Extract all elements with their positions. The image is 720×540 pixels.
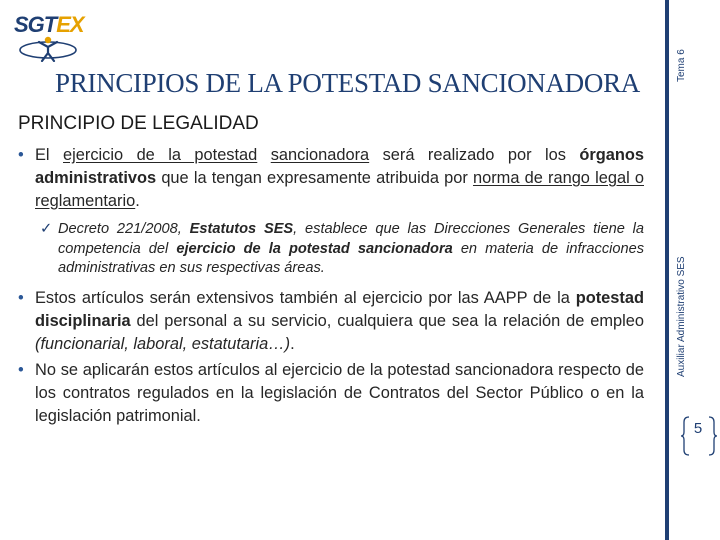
text-run: en materia de infracciones administrativas en sus respectivas áreas. bbox=[58, 240, 645, 276]
logo-text-ex: EX bbox=[56, 12, 84, 37]
text-run bbox=[257, 146, 270, 164]
logo-wordmark bbox=[14, 12, 86, 38]
checkmark-icon: ✓ bbox=[40, 221, 53, 237]
text-run: . bbox=[290, 334, 295, 353]
page-number: 5 bbox=[693, 420, 703, 437]
bullet-contratos bbox=[18, 359, 644, 428]
text-run: del personal a su servicio, cualquiera que sea la relación de empleo bbox=[130, 311, 644, 330]
text-run: que la tengan expresamente atribuida por bbox=[156, 169, 473, 187]
text-bold: potestad disciplinaria bbox=[35, 288, 644, 330]
text-bold: órganos administrativos bbox=[35, 146, 645, 187]
text-run: . bbox=[135, 192, 140, 210]
logo-figure-icon bbox=[18, 36, 78, 62]
sidebar-course-label: Auxiliar Administrativo SES bbox=[676, 256, 687, 377]
text-run: No se aplicarán estos artículos al ejercicio de la potestad sancionadora respecto de los contratos regulados en la legislación de Contratos del Sector Público o en la legislación patrimonial. bbox=[35, 360, 644, 425]
text-run: Estos artículos serán extensivos también al ejercicio por las AAPP de la bbox=[35, 288, 576, 307]
slide-content bbox=[18, 144, 644, 428]
sidebar-tema-label: Tema 6 bbox=[676, 49, 687, 82]
text-underlined: ejercicio de la potestad bbox=[63, 146, 258, 164]
text-run: será realizado por los bbox=[369, 146, 580, 164]
text-underlined: sancionadora bbox=[270, 146, 370, 164]
text-italic: (funcionarial, laboral, estatutaria…) bbox=[35, 334, 291, 353]
bullet-disciplinaria bbox=[18, 287, 644, 356]
slide-title: PRINCIPIOS DE LA POTESTAD SANCIONADORA bbox=[55, 68, 640, 98]
text-bold: Estatutos SES bbox=[189, 221, 294, 237]
sidebar-band bbox=[666, 0, 669, 540]
text-run: Decreto 221/2008, bbox=[58, 221, 190, 237]
text-underlined: norma de rango legal o reglamentario bbox=[35, 169, 644, 210]
right-sidebar bbox=[665, 0, 720, 540]
logo-text-sgt: SGT bbox=[14, 12, 57, 37]
text-run: El bbox=[35, 146, 64, 164]
bullet-legalidad bbox=[18, 144, 644, 213]
text-bold: ejercicio de la potestad sancionadora bbox=[176, 240, 453, 257]
section-title: PRINCIPIO DE LEGALIDAD bbox=[18, 113, 259, 134]
brace-right-icon bbox=[707, 416, 717, 456]
sub-bullet-decreto bbox=[18, 220, 644, 279]
sgtex-logo bbox=[14, 12, 86, 64]
text-run: , establece que las Direcciones Generales tiene la competencia del bbox=[58, 221, 644, 257]
